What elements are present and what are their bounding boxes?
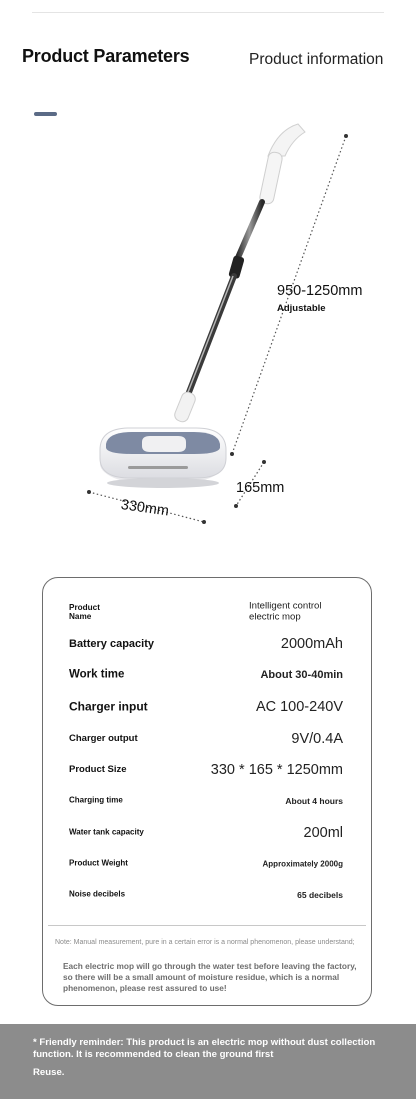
top-divider	[32, 12, 384, 13]
spec-row-charger-output	[43, 724, 371, 754]
spec-value: 65 decibels	[297, 890, 343, 900]
spec-card	[42, 577, 372, 1006]
spec-label: Charger output	[69, 732, 138, 744]
spec-label: Work time	[69, 668, 125, 681]
height-dimension-label: 950-1250mm	[277, 283, 363, 299]
spec-label: Noise decibels	[69, 889, 126, 899]
mop-base	[100, 428, 226, 488]
spec-label: Battery capacity	[69, 637, 154, 650]
measurement-note: Note: Manual measurement, pure in a certain error is a normal phenomenon, please understand;	[55, 939, 355, 946]
width-dimension-label: 330mm	[119, 497, 170, 520]
spec-label: Product Size	[69, 763, 127, 775]
spec-row-battery	[43, 629, 371, 659]
spec-row-weight	[43, 849, 371, 879]
spec-value: 330 * 165 * 1250mm	[210, 762, 343, 778]
spec-value: Approximately 2000g	[262, 859, 343, 869]
spec-label: Product Name	[69, 602, 100, 621]
spec-label: Charging time	[69, 795, 123, 805]
mop-handle	[173, 124, 305, 424]
footer-banner	[0, 1024, 416, 1099]
spec-label: Charger input	[69, 699, 148, 714]
spec-value: 9V/0.4A	[291, 731, 343, 747]
spec-value: AC 100-240V	[255, 699, 343, 715]
page-title: Product Parameters	[22, 46, 190, 66]
spec-label: Water tank capacity	[69, 827, 144, 837]
spec-row-noise	[43, 880, 371, 910]
spec-row-work-time	[43, 660, 371, 690]
product-illustration	[0, 110, 416, 540]
friendly-reminder: * Friendly reminder: This product is an electric mop without dust collection function. It is recommended to clean the ground first	[33, 1037, 376, 1061]
spec-label: Product Weight	[69, 858, 128, 868]
spec-row-charger-input	[43, 692, 371, 722]
spec-row-charging-time	[43, 786, 371, 816]
spec-value: 2000mAh	[280, 636, 343, 652]
spec-value: Intelligent control electric mop	[249, 600, 322, 622]
water-test-note: Each electric mop will go through the water test before leaving the factory, so there will be a small amount of moisture residue, which is a normal phenomenon, please rest assured to use!	[63, 961, 357, 994]
spec-row-product-size	[43, 755, 371, 785]
depth-dimension-label: 165mm	[236, 480, 285, 496]
notes-divider	[48, 925, 366, 926]
friendly-reminder-end: Reuse.	[33, 1067, 65, 1078]
spec-row-water-tank	[43, 818, 371, 848]
page-subtitle: Product information	[249, 51, 384, 68]
height-adjustable-note: Adjustable	[277, 303, 326, 314]
spec-value: About 4 hours	[285, 796, 343, 806]
spec-value: 200ml	[303, 825, 343, 841]
spec-value: About 30-40min	[260, 669, 343, 681]
spec-row-product-name	[43, 597, 371, 627]
